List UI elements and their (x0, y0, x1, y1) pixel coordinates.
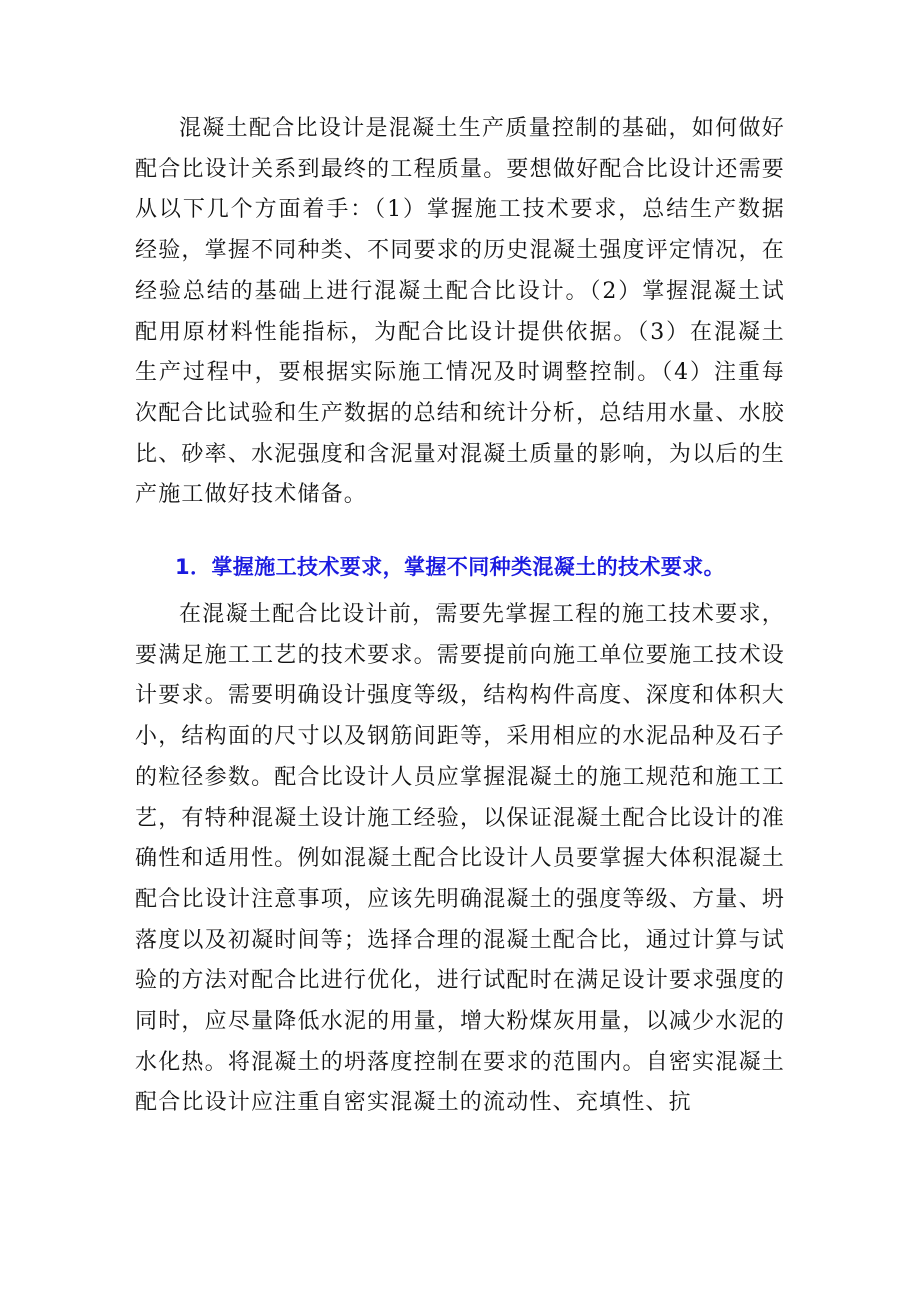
section-heading: 1．掌握施工技术要求，掌握不同种类混凝土的技术要求。 (175, 555, 726, 579)
section-paragraph: 在混凝土配合比设计前，需要先掌握工程的施工技术要求，要满足施工工艺的技术要求。需要提前向施工单位要施工技术设计要求。需要明确设计强度等级，结构构件高度、深度和体积大小，结构面的尺寸以及钢筋间距等，采用相应的水泥品种及石子的粒径参数。配合比设计人员应掌握混凝土的施工规范和施工工艺，有特种混凝土设计施工经验，以保证混凝土配合比设计的准确性和适用性。例如混凝土配合比设计人员要掌握大体积混凝土配合比设计注意事项，应该先明确混凝土的强度等级、方量、坍落度以及初凝时间等；选择合理的混凝土配合比，通过计算与试验的方法对配合比进行优化，进行试配时在满足设计要求强度的同时，应尽量降低水泥的用量，增大粉煤灰用量，以减少水泥的水化热。将混凝土的坍落度控制在要求的范围内。自密实混凝土配合比设计应注重自密实混凝土的流动性、充填性、抗 (135, 602, 785, 1116)
intro-paragraph: 混凝土配合比设计是混凝土生产质量控制的基础，如何做好配合比设计关系到最终的工程质量。要想做好配合比设计还需要从以下几个方面着手：（1）掌握施工技术要求，总结生产数据经验，掌握不同种类、不同要求的历史混凝土强度评定情况，在经验总结的基础上进行混凝土配合比设计。（2）掌握混凝土试配用原材料性能指标，为配合比设计提供依据。（3）在混凝土生产过程中，要根据实际施工情况及时调整控制。（4）注重每次配合比试验和生产数据的总结和统计分析，总结用水量、水胶比、砂率、水泥强度和含泥量对混凝土质量的影响，为以后的生产施工做好技术储备。 (135, 116, 785, 508)
